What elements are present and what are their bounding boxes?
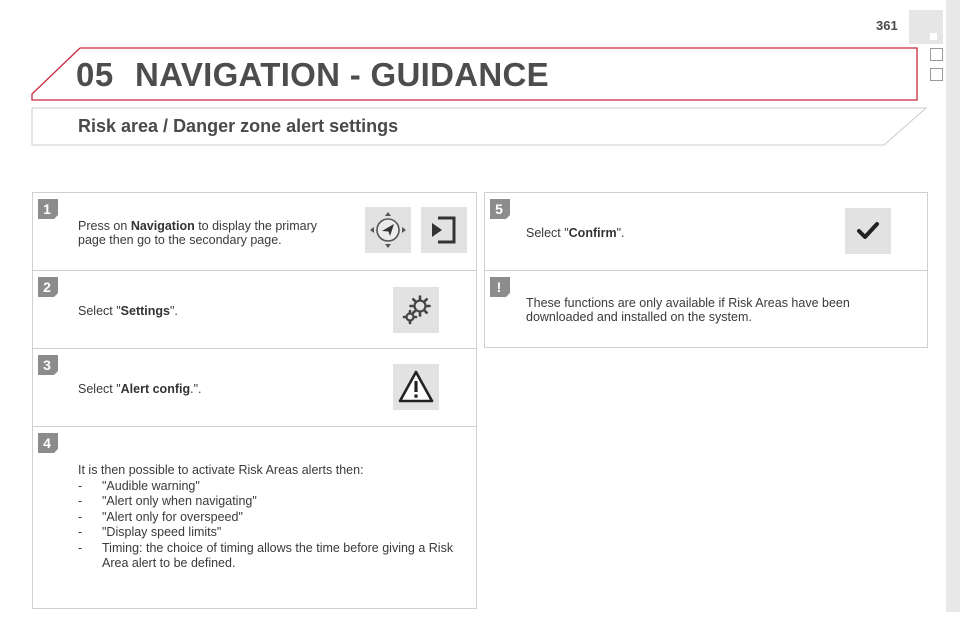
note-badge (488, 275, 512, 299)
step-badge-3 (36, 353, 60, 377)
navigation-joystick-icon (365, 207, 411, 253)
chapter-title: NAVIGATION - GUIDANCE (135, 56, 549, 93)
warning-triangle-icon (393, 364, 439, 410)
step-divider-4 (484, 270, 928, 271)
step-5-text-bold: Confirm (568, 226, 617, 240)
step-5-text-pre: Select " (526, 226, 569, 240)
step-3-text-pre: Select " (78, 382, 121, 396)
list-item (78, 510, 470, 526)
step-4-content (78, 463, 470, 572)
list-indent (78, 556, 102, 572)
list-dash: - (78, 478, 83, 493)
list-item-text: "Alert only for overspeed" (102, 509, 243, 524)
step-badge-number: 5 (495, 201, 503, 217)
step-2-text-bold: Settings (120, 304, 170, 318)
step-badge-number: 4 (43, 435, 51, 451)
note-text-line2: downloaded and installed on the system. (526, 310, 752, 324)
list-dash: - (78, 509, 83, 524)
step-3-text-post: .". (190, 382, 202, 396)
list-item-continuation (78, 556, 470, 572)
list-dash: - (78, 525, 83, 539)
list-item-text: Area alert to be defined. (102, 556, 236, 570)
step-5-text (526, 226, 625, 240)
list-item (78, 525, 470, 541)
step-badge-5 (488, 197, 512, 221)
step-1-text-pre: Press on (78, 219, 131, 233)
secondary-page-icon (421, 207, 467, 253)
step-2-text (78, 304, 178, 318)
list-item (78, 479, 470, 495)
step-badge-4 (36, 431, 60, 455)
section-title: Risk area / Danger zone alert settings (78, 116, 399, 136)
note-text (526, 296, 916, 324)
note-text-line1: These functions are only available if Risk Areas have been (526, 296, 850, 310)
step-badge-number: 1 (43, 201, 51, 217)
list-dash: - (78, 494, 83, 508)
step-badge-number: 3 (43, 357, 51, 373)
step-2-text-pre: Select " (78, 304, 121, 318)
checkmark-icon (845, 208, 891, 254)
step-badge-number: 2 (43, 279, 51, 295)
step-1-text-line2: page then go to the secondary page. (78, 233, 282, 247)
list-item-text: "Audible warning" (102, 478, 200, 493)
settings-gears-icon (393, 287, 439, 333)
list-item (78, 494, 470, 510)
list-item-text: "Alert only when navigating" (102, 494, 257, 508)
step-divider-1 (32, 270, 477, 271)
note-badge-symbol: ! (496, 279, 502, 295)
step-3-text-bold: Alert config (120, 382, 191, 396)
step-4-intro: It is then possible to activate Risk Areas alerts then: (78, 463, 364, 477)
chapter-number: 05 (76, 56, 114, 93)
step-divider-3 (32, 426, 477, 427)
list-item-text: "Display speed limits" (102, 525, 222, 539)
list-item-text: Timing: the choice of timing allows the time before giving a Risk (102, 540, 454, 555)
list-item (78, 541, 470, 557)
step-badge-2 (36, 275, 60, 299)
step-2-text-post: ". (169, 304, 178, 318)
step-1-text-bold: Navigation (130, 219, 195, 233)
step-1-text (78, 219, 348, 247)
list-dash: - (78, 540, 83, 555)
step-1-text-post: to display the primary (194, 219, 317, 233)
step-3-text (78, 382, 202, 396)
page-number: 361 (876, 18, 898, 33)
step-5-text-post: ". (616, 226, 625, 240)
step-divider-2 (32, 348, 477, 349)
step-badge-1 (36, 197, 60, 221)
